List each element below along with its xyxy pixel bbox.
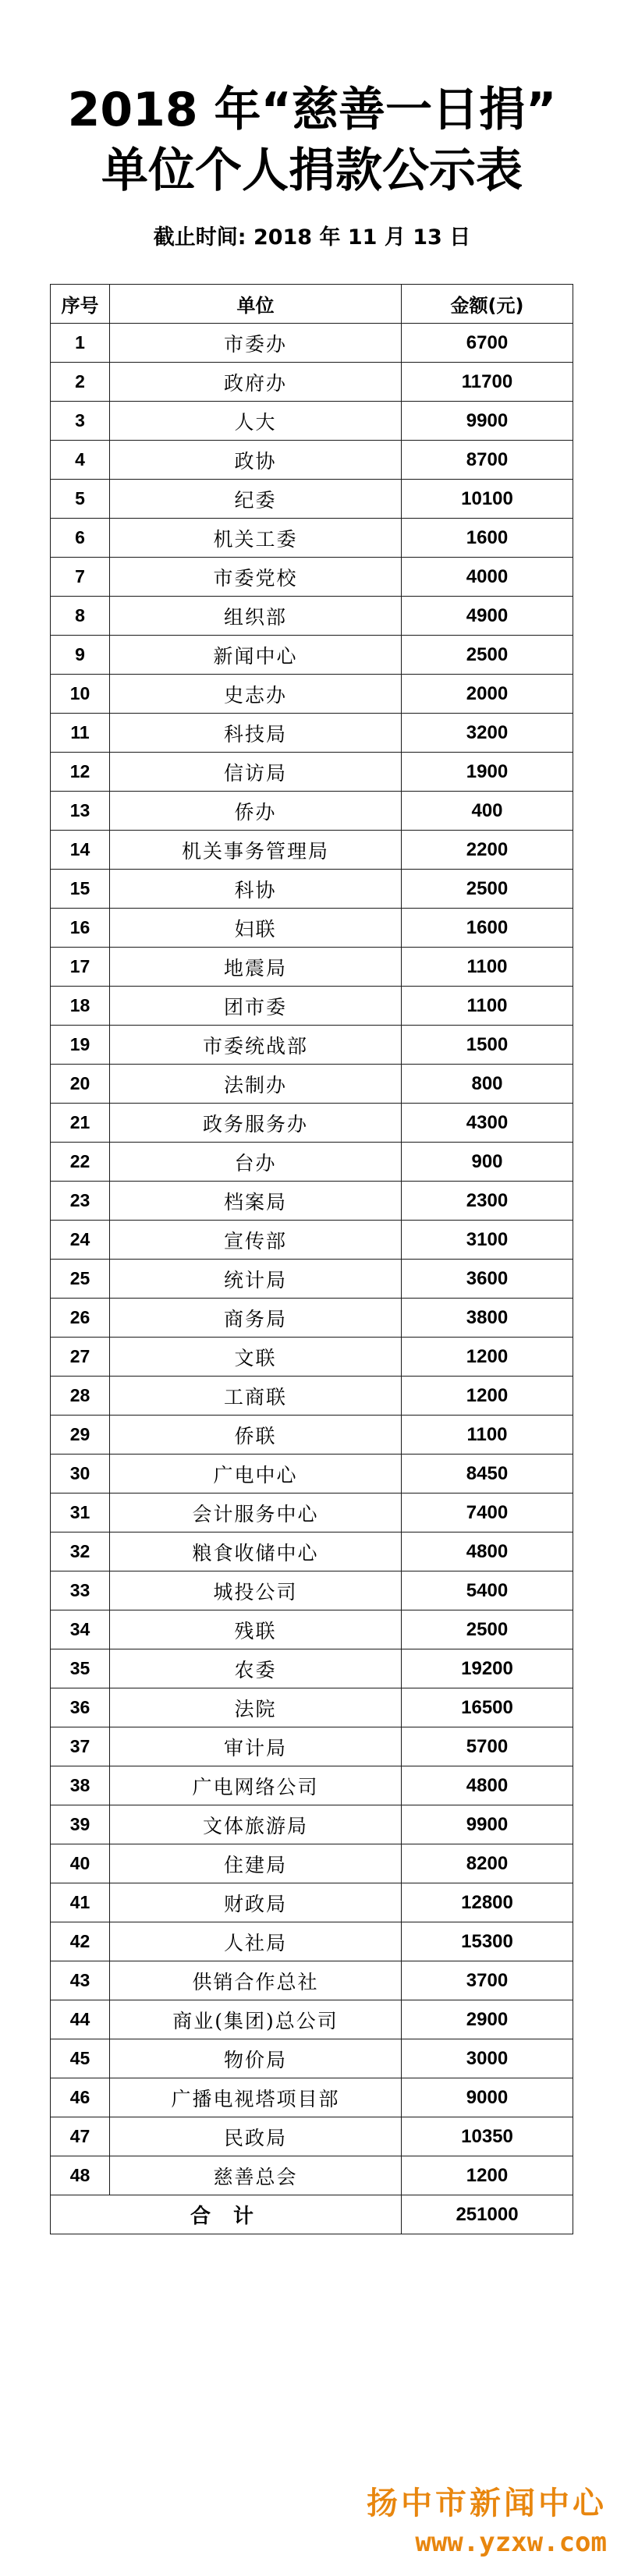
row-number: 41 <box>51 1883 110 1922</box>
row-number: 33 <box>51 1571 110 1610</box>
table-row <box>51 1377 573 1416</box>
row-unit: 法制办 <box>110 1065 402 1104</box>
table-row <box>51 1532 573 1571</box>
row-amount: 10100 <box>402 480 573 519</box>
table-row <box>51 753 573 792</box>
row-amount: 11700 <box>402 363 573 402</box>
table-row <box>51 1883 573 1922</box>
row-unit: 市委统战部 <box>110 1026 402 1065</box>
row-number: 18 <box>51 987 110 1026</box>
row-number: 3 <box>51 402 110 441</box>
row-amount: 4800 <box>402 1532 573 1571</box>
table-row <box>51 1299 573 1338</box>
row-unit: 政协 <box>110 441 402 480</box>
row-amount: 4300 <box>402 1104 573 1143</box>
row-amount: 2900 <box>402 2000 573 2039</box>
row-unit: 工商联 <box>110 1377 402 1416</box>
row-unit: 慈善总会 <box>110 2156 402 2195</box>
donation-table <box>50 284 573 2234</box>
row-amount: 2300 <box>402 1182 573 1221</box>
row-number: 26 <box>51 1299 110 1338</box>
page-title-line-2: 单位个人捐款公示表 <box>101 144 523 198</box>
table-row <box>51 675 573 714</box>
row-amount: 1500 <box>402 1026 573 1065</box>
table-row <box>51 1143 573 1182</box>
row-amount: 3000 <box>402 2039 573 2078</box>
header-no: 序号 <box>51 285 110 324</box>
row-unit: 侨联 <box>110 1416 402 1455</box>
row-amount: 10350 <box>402 2117 573 2156</box>
row-unit: 人社局 <box>110 1922 402 1961</box>
row-number: 4 <box>51 441 110 480</box>
row-unit: 侨办 <box>110 792 402 831</box>
table-row <box>51 1766 573 1805</box>
row-amount: 12800 <box>402 1883 573 1922</box>
row-amount: 2000 <box>402 675 573 714</box>
row-unit: 市委党校 <box>110 558 402 597</box>
row-amount: 16500 <box>402 1688 573 1727</box>
row-amount: 3100 <box>402 1221 573 1260</box>
header-amount: 金额(元) <box>402 285 573 324</box>
row-number: 29 <box>51 1416 110 1455</box>
row-amount: 2500 <box>402 870 573 909</box>
total-amount: 251000 <box>402 2195 573 2234</box>
table-row <box>51 519 573 558</box>
row-number: 1 <box>51 324 110 363</box>
table-row <box>51 480 573 519</box>
row-amount: 3200 <box>402 714 573 753</box>
table-row <box>51 636 573 675</box>
row-number: 36 <box>51 1688 110 1727</box>
row-amount: 8200 <box>402 1844 573 1883</box>
table-row <box>51 714 573 753</box>
row-amount: 9900 <box>402 402 573 441</box>
row-amount: 2500 <box>402 1610 573 1649</box>
table-row <box>51 1260 573 1299</box>
table-row <box>51 324 573 363</box>
page-title-line-1: 2018 年“慈善一日捐” <box>67 83 557 137</box>
row-number: 30 <box>51 1455 110 1494</box>
row-unit: 组织部 <box>110 597 402 636</box>
row-amount: 1200 <box>402 1338 573 1377</box>
row-amount: 8450 <box>402 1455 573 1494</box>
row-amount: 8700 <box>402 441 573 480</box>
row-amount: 9900 <box>402 1805 573 1844</box>
watermark-url: www.yzxw.com <box>415 2527 607 2558</box>
table-row <box>51 1221 573 1260</box>
row-number: 46 <box>51 2078 110 2117</box>
table-row <box>51 1026 573 1065</box>
total-label: 合 计 <box>51 2195 402 2234</box>
row-amount: 3800 <box>402 1299 573 1338</box>
row-number: 16 <box>51 909 110 948</box>
row-number: 48 <box>51 2156 110 2195</box>
row-unit: 政府办 <box>110 363 402 402</box>
row-amount: 5400 <box>402 1571 573 1610</box>
row-amount: 3600 <box>402 1260 573 1299</box>
table-row <box>51 870 573 909</box>
row-number: 42 <box>51 1922 110 1961</box>
row-amount: 5700 <box>402 1727 573 1766</box>
table-row <box>51 1571 573 1610</box>
row-amount: 2200 <box>402 831 573 870</box>
table-row <box>51 597 573 636</box>
row-unit: 残联 <box>110 1610 402 1649</box>
table-row <box>51 2117 573 2156</box>
row-unit: 会计服务中心 <box>110 1494 402 1532</box>
row-amount: 1100 <box>402 948 573 987</box>
row-number: 8 <box>51 597 110 636</box>
row-amount: 900 <box>402 1143 573 1182</box>
row-unit: 科协 <box>110 870 402 909</box>
table-row <box>51 1104 573 1143</box>
table-header-row <box>51 285 573 324</box>
row-number: 11 <box>51 714 110 753</box>
table-row <box>51 1065 573 1104</box>
row-number: 23 <box>51 1182 110 1221</box>
row-unit: 物价局 <box>110 2039 402 2078</box>
row-number: 21 <box>51 1104 110 1143</box>
row-unit: 市委办 <box>110 324 402 363</box>
row-unit: 妇联 <box>110 909 402 948</box>
row-unit: 统计局 <box>110 1260 402 1299</box>
row-unit: 广电中心 <box>110 1455 402 1494</box>
table-row <box>51 909 573 948</box>
table-row <box>51 1610 573 1649</box>
row-amount: 400 <box>402 792 573 831</box>
cutoff-date: 截止时间: 2018 年 11 月 13 日 <box>153 225 471 250</box>
row-unit: 台办 <box>110 1143 402 1182</box>
row-amount: 4000 <box>402 558 573 597</box>
row-unit: 政务服务办 <box>110 1104 402 1143</box>
row-unit: 信访局 <box>110 753 402 792</box>
table-row <box>51 1649 573 1688</box>
row-unit: 商业(集团)总公司 <box>110 2000 402 2039</box>
table-row <box>51 1844 573 1883</box>
row-unit: 科技局 <box>110 714 402 753</box>
row-unit: 机关事务管理局 <box>110 831 402 870</box>
row-number: 19 <box>51 1026 110 1065</box>
table-row <box>51 2156 573 2195</box>
row-number: 5 <box>51 480 110 519</box>
table-row <box>51 1416 573 1455</box>
row-number: 12 <box>51 753 110 792</box>
row-amount: 800 <box>402 1065 573 1104</box>
row-number: 2 <box>51 363 110 402</box>
row-number: 38 <box>51 1766 110 1805</box>
row-unit: 农委 <box>110 1649 402 1688</box>
row-unit: 城投公司 <box>110 1571 402 1610</box>
row-amount: 1100 <box>402 987 573 1026</box>
row-number: 7 <box>51 558 110 597</box>
row-unit: 粮食收储中心 <box>110 1532 402 1571</box>
header-unit: 单位 <box>110 285 402 324</box>
table-row <box>51 1338 573 1377</box>
table-row <box>51 1182 573 1221</box>
row-amount: 3700 <box>402 1961 573 2000</box>
row-number: 39 <box>51 1805 110 1844</box>
row-number: 24 <box>51 1221 110 1260</box>
row-amount: 1600 <box>402 519 573 558</box>
total-row <box>51 2195 573 2234</box>
row-number: 22 <box>51 1143 110 1182</box>
row-number: 14 <box>51 831 110 870</box>
row-number: 17 <box>51 948 110 987</box>
row-amount: 6700 <box>402 324 573 363</box>
row-number: 25 <box>51 1260 110 1299</box>
row-unit: 团市委 <box>110 987 402 1026</box>
row-unit: 机关工委 <box>110 519 402 558</box>
row-number: 47 <box>51 2117 110 2156</box>
table-row <box>51 1961 573 2000</box>
table-row <box>51 948 573 987</box>
row-amount: 4900 <box>402 597 573 636</box>
row-number: 13 <box>51 792 110 831</box>
row-number: 44 <box>51 2000 110 2039</box>
table-row <box>51 792 573 831</box>
row-number: 6 <box>51 519 110 558</box>
row-amount: 1200 <box>402 2156 573 2195</box>
table-row <box>51 1688 573 1727</box>
row-amount: 7400 <box>402 1494 573 1532</box>
row-unit: 史志办 <box>110 675 402 714</box>
table-row <box>51 1455 573 1494</box>
row-unit: 新闻中心 <box>110 636 402 675</box>
row-unit: 财政局 <box>110 1883 402 1922</box>
row-unit: 广电网络公司 <box>110 1766 402 1805</box>
row-unit: 供销合作总社 <box>110 1961 402 2000</box>
table-row <box>51 402 573 441</box>
row-amount: 1900 <box>402 753 573 792</box>
row-number: 43 <box>51 1961 110 2000</box>
row-unit: 广播电视塔项目部 <box>110 2078 402 2117</box>
row-amount: 1200 <box>402 1377 573 1416</box>
row-number: 35 <box>51 1649 110 1688</box>
row-unit: 文联 <box>110 1338 402 1377</box>
row-amount: 1600 <box>402 909 573 948</box>
row-amount: 4800 <box>402 1766 573 1805</box>
row-unit: 档案局 <box>110 1182 402 1221</box>
row-number: 34 <box>51 1610 110 1649</box>
table-row <box>51 2078 573 2117</box>
row-unit: 文体旅游局 <box>110 1805 402 1844</box>
watermark-name: 扬中市新闻中心 <box>367 2486 607 2521</box>
row-unit: 地震局 <box>110 948 402 987</box>
row-amount: 1100 <box>402 1416 573 1455</box>
row-number: 9 <box>51 636 110 675</box>
row-unit: 人大 <box>110 402 402 441</box>
table-row <box>51 558 573 597</box>
table-row <box>51 1494 573 1532</box>
row-number: 37 <box>51 1727 110 1766</box>
table-row <box>51 1727 573 1766</box>
row-unit: 宣传部 <box>110 1221 402 1260</box>
row-amount: 2500 <box>402 636 573 675</box>
row-amount: 9000 <box>402 2078 573 2117</box>
row-number: 40 <box>51 1844 110 1883</box>
row-unit: 民政局 <box>110 2117 402 2156</box>
row-amount: 19200 <box>402 1649 573 1688</box>
row-amount: 15300 <box>402 1922 573 1961</box>
table-row <box>51 831 573 870</box>
row-unit: 纪委 <box>110 480 402 519</box>
row-number: 31 <box>51 1494 110 1532</box>
table-row <box>51 2039 573 2078</box>
row-unit: 住建局 <box>110 1844 402 1883</box>
row-unit: 审计局 <box>110 1727 402 1766</box>
row-unit: 法院 <box>110 1688 402 1727</box>
row-number: 27 <box>51 1338 110 1377</box>
table-row <box>51 987 573 1026</box>
table-row <box>51 363 573 402</box>
table-row <box>51 1805 573 1844</box>
row-unit: 商务局 <box>110 1299 402 1338</box>
row-number: 32 <box>51 1532 110 1571</box>
row-number: 10 <box>51 675 110 714</box>
row-number: 20 <box>51 1065 110 1104</box>
row-number: 28 <box>51 1377 110 1416</box>
table-row <box>51 1922 573 1961</box>
table-row <box>51 2000 573 2039</box>
table-row <box>51 441 573 480</box>
row-number: 45 <box>51 2039 110 2078</box>
row-number: 15 <box>51 870 110 909</box>
